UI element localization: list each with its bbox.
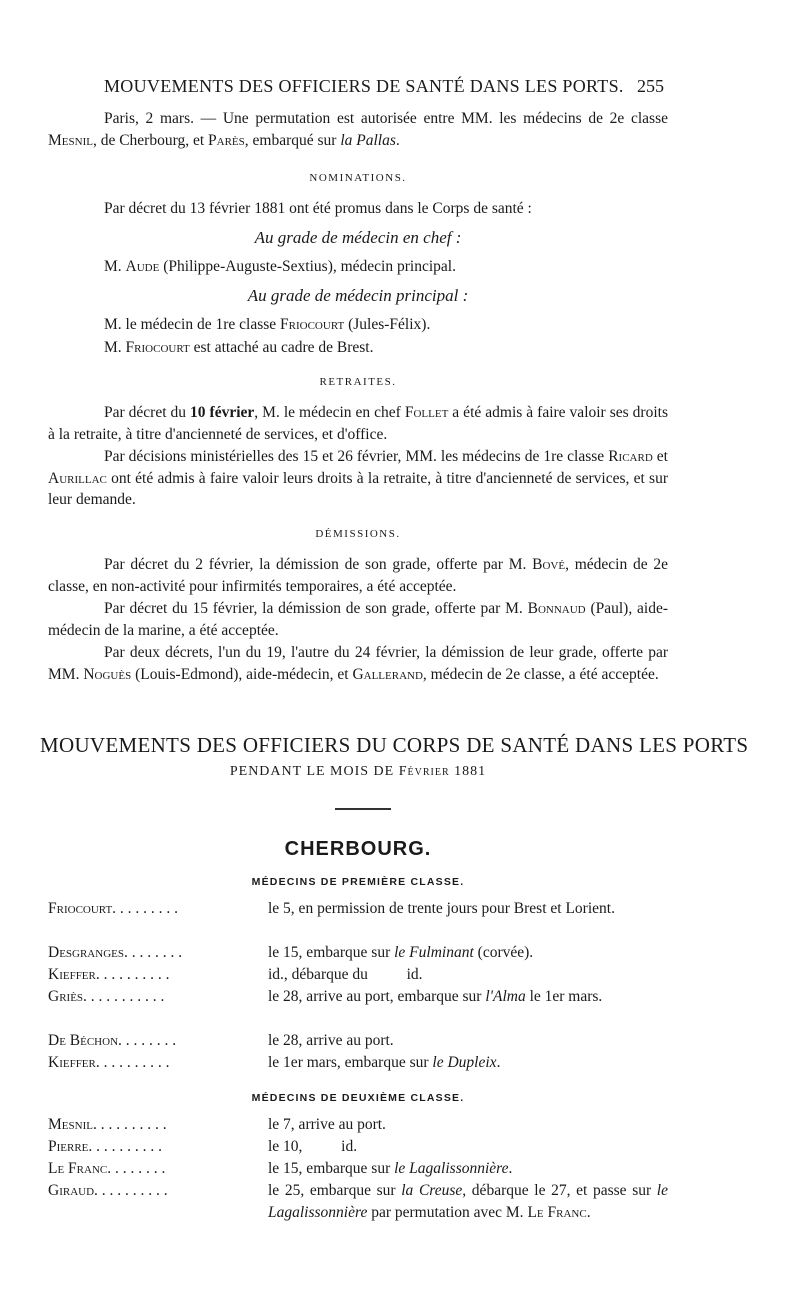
text: le 1er mars.	[525, 988, 603, 1005]
text: M. le médecin de 1re classe	[104, 316, 281, 333]
text: , médecin de 2e classe, a été acceptée.	[422, 665, 659, 683]
person-name: Parès	[208, 131, 245, 149]
movement-detail: le 10, id.	[268, 1138, 358, 1155]
nomination-friocourt	[48, 314, 668, 336]
text: ont été admis à faire valoir leurs droits à la retraite, à titre d'ancienneté de services, et sur leur demande.	[48, 469, 668, 508]
officer-name: Le Franc. . . . . . . .	[48, 1160, 166, 1177]
movement-detail: le 28, arrive au port.	[268, 1032, 394, 1049]
ship-name: le Fulminant	[394, 944, 474, 961]
premiere-classe-heading: MÉDECINS DE PREMIÈRE CLASSE.	[251, 876, 465, 888]
text: (corvée).	[473, 944, 534, 961]
running-header	[104, 76, 664, 98]
text: Par décisions ministérielles des 15 et 26 février, MM. les médecins de 1re classe	[104, 448, 609, 465]
demission-nogues-gallerand	[48, 642, 668, 685]
person-name: Friocourt	[125, 339, 190, 356]
person-name: Follet	[404, 404, 449, 421]
movement-detail	[268, 986, 668, 1008]
section-subtitle	[48, 764, 668, 780]
text: , de Cherbourg, et	[92, 131, 209, 149]
ship-name: la Creuse	[401, 1182, 463, 1199]
text: , M. le médecin en chef	[254, 404, 405, 421]
text: le 15, embarque sur	[268, 944, 395, 961]
officer-name: Giraud. . . . . . . . . .	[48, 1182, 168, 1199]
text: (Louis-Edmond), aide-médecin, et	[131, 665, 353, 683]
ship-name: le Lagalissonnière	[268, 1182, 668, 1221]
text: PENDANT LE MOIS DE	[229, 764, 399, 779]
text: a été admis à faire valoir ses droits à la retraite, à titre d'ancienneté de services, et d'office.	[48, 404, 668, 443]
text: (Philippe-Auguste-Sextius), médecin principal.	[159, 258, 456, 275]
text: (Jules-Félix).	[344, 316, 431, 333]
movement-detail	[268, 1052, 668, 1074]
movement-detail: le 5, en permission de trente jours pour Brest et Lorient.	[268, 900, 615, 917]
officer-name: Friocourt. . . . . . . . .	[48, 900, 179, 917]
text: le 25, embarque sur	[268, 1182, 402, 1199]
movement-detail: id., débarque du id.	[268, 966, 423, 983]
text: le 1er mars, embarque sur	[268, 1054, 433, 1071]
text: 2 mars. — Une permutation est autorisée entre MM. les médecins de 2e classe	[138, 110, 668, 127]
nomination-aude	[48, 256, 668, 278]
port-heading: CHERBOURG.	[284, 838, 432, 860]
person-name: Noguès	[83, 665, 132, 683]
person-name: Gallerand	[352, 665, 423, 683]
permutation-paragraph	[48, 108, 668, 151]
person-name: Bonnaud	[527, 600, 586, 617]
date: 10 février	[190, 404, 255, 421]
person-name: Aude	[125, 258, 160, 275]
text: 1881	[449, 764, 487, 779]
ship-name: le Lagalissonnière	[394, 1160, 509, 1177]
person-name: Bové	[532, 556, 566, 573]
text: par permutation avec M.	[367, 1203, 528, 1221]
text: .	[508, 1160, 513, 1177]
text: , débarque le 27, et passe sur	[462, 1182, 657, 1199]
officer-name: Kieffer. . . . . . . . . .	[48, 1054, 170, 1071]
person-name: Aurillac	[48, 469, 107, 487]
person-name: Mesnil	[48, 131, 93, 149]
grade-medecin-chef: Au grade de médecin en chef :	[254, 228, 462, 247]
officer-name: Pierre. . . . . . . . . .	[48, 1138, 163, 1155]
officer-name: Griès. . . . . . . . . . .	[48, 988, 165, 1005]
text: M.	[104, 339, 126, 356]
text: et	[652, 448, 668, 465]
text: Par deux décrets, l'un du 19, l'autre du 24 février, la démission de leur grade, offerte par MM.	[48, 644, 668, 683]
separator-rule	[335, 808, 391, 810]
text: .	[395, 131, 400, 149]
retraite-ricard-aurillac	[48, 446, 668, 511]
person-name: Ricard	[608, 448, 653, 465]
ship-name: l'Alma	[485, 988, 526, 1005]
demission-bove	[48, 554, 668, 597]
text: est attaché au cadre de Brest.	[189, 339, 374, 356]
officer-name: De Béchon. . . . . . . .	[48, 1032, 177, 1049]
officer-name: Mesnil. . . . . . . . . .	[48, 1116, 167, 1133]
retraite-follet	[48, 402, 668, 445]
movement-detail	[268, 942, 668, 964]
text: .	[586, 1203, 591, 1221]
text: M.	[104, 258, 126, 275]
demission-bonnaud	[48, 598, 668, 641]
text: Par décret du	[104, 404, 191, 421]
grade-medecin-principal: Au grade de médecin principal :	[247, 286, 469, 305]
person-name: Friocourt	[280, 316, 345, 333]
nominations-heading: NOMINATIONS.	[309, 172, 407, 184]
text: , embarqué sur	[244, 131, 341, 149]
month: Février	[398, 764, 450, 779]
friocourt-attachment	[48, 337, 668, 359]
retraites-heading: RETRAITES.	[319, 376, 397, 388]
movement-detail	[268, 1180, 668, 1223]
text: (Paul), aide-médecin de la marine, a été acceptée.	[48, 600, 668, 639]
deuxieme-classe-heading: MÉDECINS DE DEUXIÈME CLASSE.	[251, 1092, 465, 1104]
ship-name: le Dupleix	[432, 1054, 497, 1071]
page-number: 255	[637, 76, 664, 96]
movement-detail: le 7, arrive au port.	[268, 1116, 386, 1133]
text: le 15, embarque sur	[268, 1160, 395, 1177]
text: .	[496, 1054, 501, 1071]
demissions-heading: DÉMISSIONS.	[315, 528, 401, 540]
nominations-intro: Par décret du 13 février 1881 ont été promus dans le Corps de santé :	[104, 200, 532, 217]
officer-name: Kieffer. . . . . . . . . .	[48, 966, 170, 983]
movement-detail	[268, 1158, 668, 1180]
person-name: Le Franc	[527, 1203, 587, 1221]
section-title: MOUVEMENTS DES OFFICIERS DU CORPS DE SANTÉ DANS LES PORTS	[40, 733, 749, 757]
text: , médecin de 2e classe, en non-activité pour infirmités temporaires, a été acceptée.	[48, 556, 668, 595]
ship-name: la Pallas	[340, 131, 396, 149]
header-title: MOUVEMENTS DES OFFICIERS DE SANTÉ DANS LES PORTS.	[104, 76, 624, 96]
officer-name: Desgranges. . . . . . . .	[48, 944, 183, 961]
text: Par décret du 2 février, la démission de son grade, offerte par M.	[104, 556, 533, 573]
place: Paris,	[104, 110, 139, 127]
text: le 28, arrive au port, embarque sur	[268, 988, 486, 1005]
text: Par décret du 15 février, la démission de son grade, offerte par M.	[104, 600, 528, 617]
